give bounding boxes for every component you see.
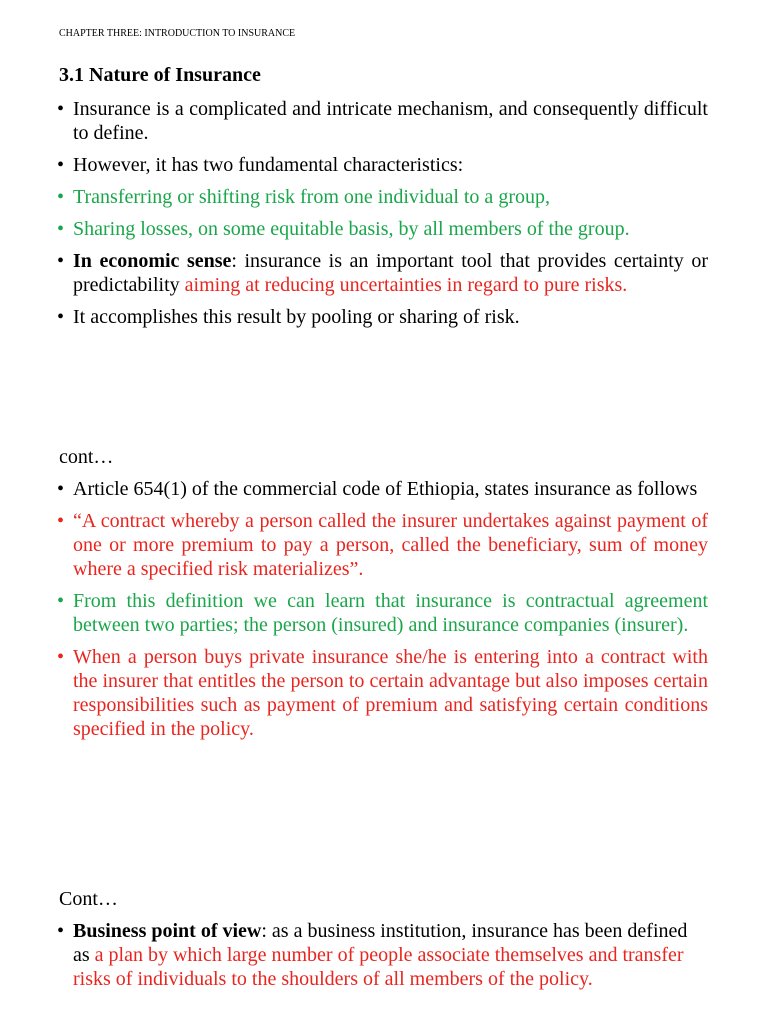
list-item <box>57 97 708 145</box>
chapter-subtitle: INTRODUCTION TO INSURANCE <box>144 28 296 39</box>
section-2-bullet-list <box>57 477 708 749</box>
list-item <box>57 249 708 297</box>
bullet-marker: • <box>57 590 65 612</box>
list-item-text: From this definition we can learn that insurance is contractual agreement between two parties; the person (insured) and insurance companies (insurer). <box>73 590 708 636</box>
bullet-marker: • <box>57 306 65 328</box>
section-title: 3.1 Nature of Insurance <box>59 64 261 86</box>
list-item-text: When a person buys private insurance she/he is entering into a contract with the insurer that entitles the person to certain advantage but also imposes certain responsibilities such as payment of premium and satisfying certain conditions specified in the policy. <box>73 646 708 740</box>
chapter-header <box>59 28 295 39</box>
bullet-marker: • <box>57 478 65 500</box>
section-3-bullet-list <box>57 919 708 999</box>
bullet-marker: • <box>57 186 65 208</box>
bullet-marker: • <box>57 920 65 942</box>
list-item-highlight: a plan by which large number of people associate themselves and transfer risks of individuals to the shoulders of all members of the policy. <box>73 944 684 990</box>
bullet-marker: • <box>57 250 65 272</box>
list-item <box>57 185 708 209</box>
list-item <box>57 153 708 177</box>
chapter-number: CHAPTER THREE <box>59 28 140 39</box>
bullet-marker: • <box>57 154 65 176</box>
chapter-separator: : <box>139 28 145 39</box>
list-item-text: “A contract whereby a person called the insurer undertakes against payment of one or more premium to pay a person, called the beneficiary, sum of money where a specified risk materializes”. <box>73 510 708 580</box>
continuation-label: Cont… <box>59 888 118 910</box>
list-item-bold-term: In economic sense <box>73 250 232 272</box>
list-item-bold-term: Business point of view <box>73 920 262 942</box>
section-1-bullet-list <box>57 97 708 337</box>
list-item <box>57 589 708 637</box>
list-item-text: : as a business institution, insurance has been defined as <box>73 920 688 966</box>
list-item-text: Article 654(1) of the commercial code of Ethiopia, states insurance as follows <box>73 478 698 500</box>
list-item <box>57 217 708 241</box>
bullet-marker: • <box>57 510 65 532</box>
list-item-text: Insurance is a complicated and intricate mechanism, and consequently difficult to define. <box>73 98 708 144</box>
list-item-text: : insurance is an important tool that provides certainty or predictability <box>73 250 708 296</box>
bullet-marker: • <box>57 218 65 240</box>
list-item-text: Sharing losses, on some equitable basis, by all members of the group. <box>73 218 630 240</box>
list-item <box>57 645 708 741</box>
list-item-highlight: aiming at reducing uncertainties in regard to pure risks. <box>184 274 628 296</box>
bullet-marker: • <box>57 646 65 668</box>
list-item <box>57 477 708 501</box>
list-item <box>57 919 708 991</box>
list-item-text: Transferring or shifting risk from one individual to a group, <box>73 186 550 208</box>
bullet-marker: • <box>57 98 65 120</box>
continuation-label: cont… <box>59 446 114 468</box>
list-item <box>57 509 708 581</box>
list-item-text: However, it has two fundamental characteristics: <box>73 154 464 176</box>
list-item <box>57 305 708 329</box>
list-item-text: It accomplishes this result by pooling or sharing of risk. <box>73 306 520 328</box>
